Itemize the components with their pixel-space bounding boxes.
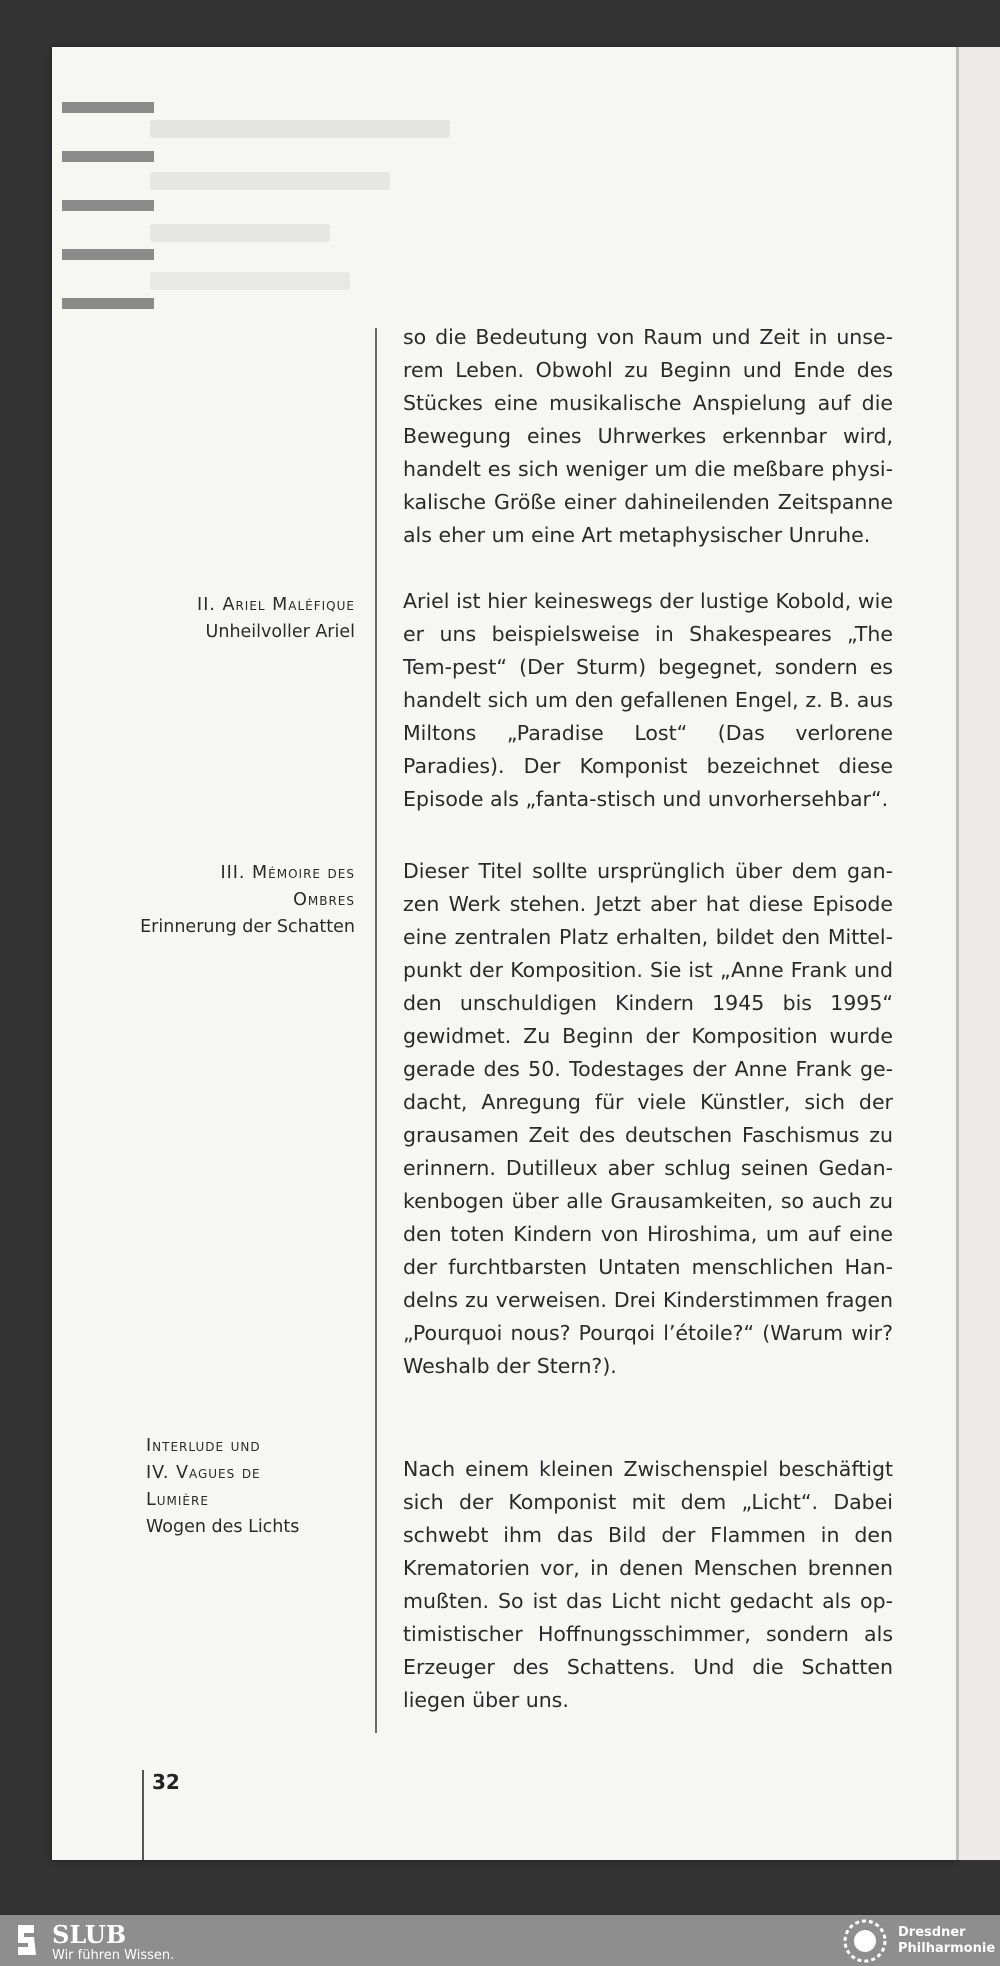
margin-tab-mark <box>62 151 154 162</box>
show-through-smudge <box>150 272 350 290</box>
side-heading-title: IV. Vagues de <box>146 1463 261 1483</box>
side-heading-title: Lumière <box>146 1490 209 1510</box>
margin-tab-mark <box>62 200 154 211</box>
page-number-rule <box>142 1770 144 1860</box>
show-through-smudge <box>150 120 450 138</box>
side-heading-vagues <box>146 1433 381 1541</box>
margin-tab-mark <box>62 102 154 113</box>
footer-bar <box>0 1915 1000 1966</box>
show-through-smudge <box>150 224 330 242</box>
page-number: 32 <box>152 1770 180 1794</box>
margin-tab-mark <box>62 298 154 309</box>
slub-logo-icon <box>14 1923 40 1957</box>
partner-name-line: Dresdner <box>898 1925 966 1940</box>
side-heading-subtitle: Unheilvoller Ariel <box>205 622 355 642</box>
body-paragraph-2: Ariel ist hier keineswegs der lustige Kobold, wie er uns beispielsweise in Shakespeares „The Tem-pest“ (Der Sturm) begegnet, sondern es handelt sich um den gefallenen Engel, z. B. aus Miltons „Paradise Lost“ (Das verlorene Paradies). Der Komponist bezeichnet diese Episode als „fanta-stisch und unvorhersehbar“. <box>403 589 893 811</box>
side-heading-title: III. Mémoire des <box>220 863 355 883</box>
body-paragraph-4: Nach einem kleinen Zwischenspiel beschäftigt sich der Komponist mit dem „Licht“. Dabei schwebt ihm das Bild der Flammen in den Krematorien vor, in denen Menschen brennen mußten. So ist das Licht nicht gedacht als op-timistischer Hoffnungsschimmer, sondern als Erzeuger des Schattens. Und die Schatten liegen über uns. <box>403 1457 893 1712</box>
partner-name-line: Philharmonie <box>898 1941 996 1956</box>
margin-tab-mark <box>62 249 154 260</box>
side-heading-title: Interlude und <box>146 1436 261 1456</box>
philharmonie-logo-icon <box>842 1918 888 1964</box>
show-through-smudge <box>150 172 390 190</box>
next-page-edge <box>956 47 1000 1860</box>
body-paragraph-1: so die Bedeutung von Raum und Zeit in unse-rem Leben. Obwohl zu Beginn und Ende des Stückes eine musikalische Anspielung auf die Bewegung eines Uhrwerkes erkennbar wird, handelt es sich weniger um die meßbare physi-kalische Größe einer dahineilenden Zeitspanne als eher um eine Art metaphysischer Unruhe. <box>403 325 893 547</box>
library-tagline: Wir führen Wissen. <box>52 1948 175 1963</box>
side-heading-title: Ombres <box>293 890 355 910</box>
library-name: SLUB <box>52 1920 127 1949</box>
side-heading-title: II. Ariel Maléfique <box>197 595 355 615</box>
body-paragraph-3: Dieser Titel sollte ursprünglich über dem gan-zen Werk stehen. Jetzt aber hat diese Episode eine zentralen Platz erhalten, bildet den Mittel-punkt der Komposition. Sie ist „Anne Frank und den unschuldigen Kindern 1945 bis 1995“ gewidmet. Zu Beginn der Komposition wurde gerade des 50. Todestages der Anne Frank ge-dacht, Anregung für viele Künstler, sich der grausamen Zeit des deutschen Faschismus zu erinnern. Dutilleux aber schlug seinen Gedan-kenbogen über alle Grausamkeiten, so auch zu den toten Kindern von Hiroshima, um auf eine der furchtbarsten Untaten menschlichen Han-delns zu verweisen. Drei Kinderstimmen fragen „Pourquoi nous? Pourqoi l’étoile?“ (Warum wir? Weshalb der Stern?). <box>403 859 893 1378</box>
partner-name <box>898 1925 995 1957</box>
side-heading-subtitle: Wogen des Lichts <box>146 1517 300 1537</box>
side-heading-memoire <box>120 860 355 941</box>
side-heading-ariel <box>120 592 355 646</box>
side-heading-subtitle: Erinnerung der Schatten <box>140 917 355 937</box>
